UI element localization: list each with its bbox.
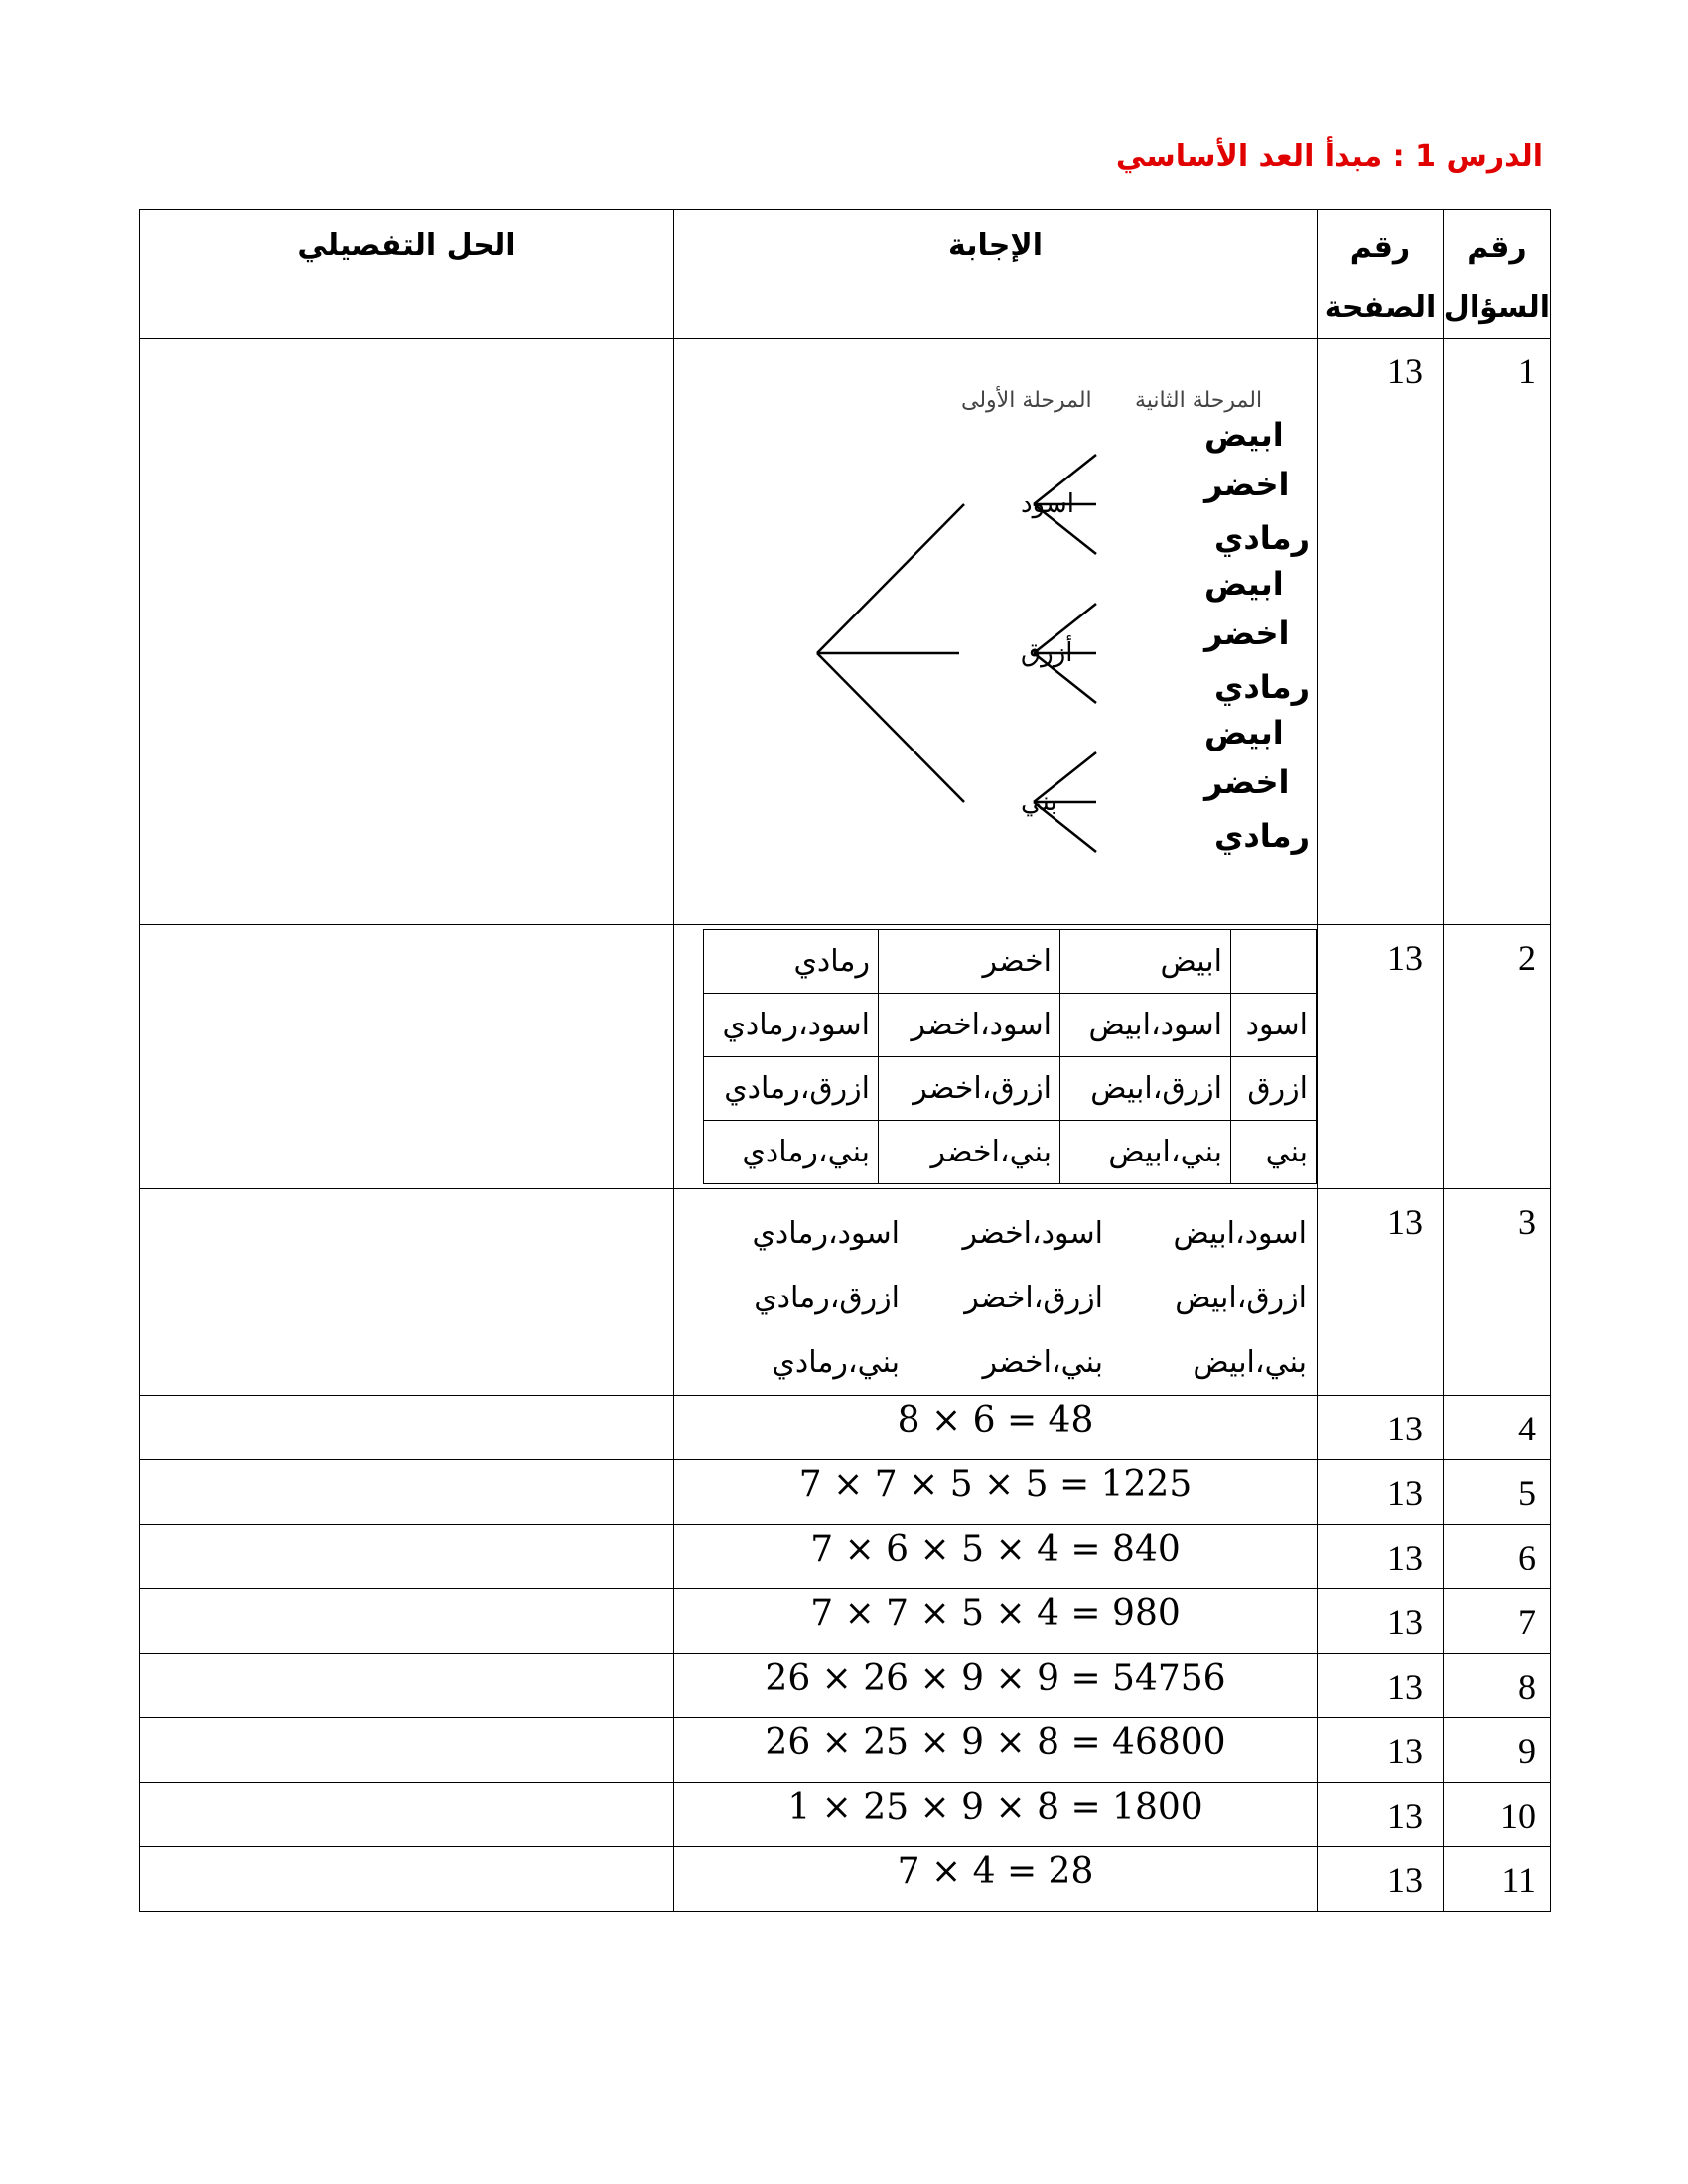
solution-cell (140, 339, 674, 925)
question-number: 9 (1444, 1718, 1551, 1783)
table-row (140, 1654, 1551, 1718)
combination-row (704, 1057, 1317, 1121)
question-number: 7 (1444, 1589, 1551, 1654)
tree-node-stage2: ابيض (1204, 416, 1284, 454)
tree-node-stage1: بني (1021, 787, 1057, 817)
combination-cell: اسود،اخضر (879, 994, 1060, 1057)
answer-cell (674, 1189, 1318, 1396)
lesson-title: الدرس 1 : مبدأ العد الأساسي (1115, 139, 1543, 174)
outcomes-list (674, 1189, 1317, 1395)
page-number: 13 (1318, 925, 1444, 1189)
combination-cell (1231, 930, 1317, 994)
outcome-item: بني،رمادي (772, 1345, 900, 1380)
combination-cell: ازرق،رمادي (704, 1057, 879, 1121)
header-row (140, 210, 1551, 339)
table-row (140, 1718, 1551, 1783)
tree-diagram-svg (673, 339, 1317, 924)
outcome-item: اسود،اخضر (962, 1216, 1103, 1251)
table-row (140, 339, 1551, 925)
solution-cell (140, 1525, 674, 1589)
header-detailed-solution: الحل التفصيلي (140, 210, 674, 339)
answer-equation: 8 × 6 = 48 (674, 1396, 1318, 1460)
answers-table (139, 209, 1551, 1912)
solution-cell (140, 925, 674, 1189)
answer-equation: 1 × 25 × 9 × 8 = 1800 (674, 1783, 1318, 1847)
table-row (140, 1847, 1551, 1912)
combination-header-row (704, 930, 1317, 994)
combination-cell: اسود (1231, 994, 1317, 1057)
page-number: 13 (1318, 1396, 1444, 1460)
answer-equation: 26 × 25 × 9 × 8 = 46800 (674, 1718, 1318, 1783)
stage2-label: المرحلة الثانية (1135, 388, 1263, 413)
table-row (140, 925, 1551, 1189)
combination-cell: ابيض (1060, 930, 1231, 994)
tree-node-stage2: ابيض (1204, 714, 1284, 751)
outcome-item: اسود،رمادي (752, 1216, 900, 1251)
answer-equation: 7 × 4 = 28 (674, 1847, 1318, 1912)
solution-cell (140, 1718, 674, 1783)
question-number: 8 (1444, 1654, 1551, 1718)
page-number: 13 (1318, 1460, 1444, 1525)
solution-cell (140, 1189, 674, 1396)
answer-equation: 7 × 7 × 5 × 4 = 980 (674, 1589, 1318, 1654)
combination-cell: اخضر (879, 930, 1060, 994)
question-number: 2 (1444, 925, 1551, 1189)
outcome-item: ازرق،ابيض (1175, 1281, 1307, 1315)
answer-equation: 7 × 7 × 5 × 5 = 1225 (674, 1460, 1318, 1525)
stage1-label: المرحلة الأولى (961, 388, 1092, 413)
page-number: 13 (1318, 1654, 1444, 1718)
question-number: 3 (1444, 1189, 1551, 1396)
table-row (140, 1460, 1551, 1525)
question-number: 6 (1444, 1525, 1551, 1589)
question-number: 5 (1444, 1460, 1551, 1525)
combination-row (704, 994, 1317, 1057)
question-number: 10 (1444, 1783, 1551, 1847)
solution-cell (140, 1847, 674, 1912)
branch-brown (817, 653, 964, 802)
solution-cell (140, 1589, 674, 1654)
combination-row (704, 1121, 1317, 1184)
tree-node-stage2: اخضر (1204, 763, 1290, 801)
combination-cell: بني،اخضر (879, 1121, 1060, 1184)
combination-cell: اسود،ابيض (1060, 994, 1231, 1057)
outcome-item: ازرق،اخضر (964, 1281, 1103, 1315)
page-number: 13 (1318, 1525, 1444, 1589)
tree-node-stage2: اخضر (1204, 614, 1290, 652)
combination-table (703, 929, 1317, 1184)
outcomes-line (674, 1330, 1307, 1395)
table-row (140, 1589, 1551, 1654)
answer-equation: 7 × 6 × 5 × 4 = 840 (674, 1525, 1318, 1589)
combination-cell: ازرق،اخضر (879, 1057, 1060, 1121)
combination-cell: ازرق،ابيض (1060, 1057, 1231, 1121)
combination-cell: اسود،رمادي (704, 994, 879, 1057)
tree-node-stage1: اسود (1021, 489, 1075, 519)
table-row (140, 1189, 1551, 1396)
page-number: 13 (1318, 1718, 1444, 1783)
branch-black (817, 504, 964, 653)
tree-node-stage2: رمادي (1214, 519, 1310, 557)
solution-cell (140, 1783, 674, 1847)
solution-cell (140, 1396, 674, 1460)
tree-node-stage2: رمادي (1214, 817, 1310, 855)
page-number: 13 (1318, 1589, 1444, 1654)
header-answer: الإجابة (674, 210, 1318, 339)
answer-cell (674, 925, 1318, 1189)
header-question-number: رقم السؤال (1444, 210, 1551, 339)
tree-node-stage2: اخضر (1204, 466, 1290, 503)
question-number: 11 (1444, 1847, 1551, 1912)
page-number: 13 (1318, 1847, 1444, 1912)
outcome-item: ازرق،رمادي (754, 1281, 900, 1315)
combination-cell: ازرق (1231, 1057, 1317, 1121)
combination-cell: بني (1231, 1121, 1317, 1184)
combination-cell: بني،ابيض (1060, 1121, 1231, 1184)
answer-cell (674, 339, 1318, 925)
table-row (140, 1783, 1551, 1847)
outcome-item: اسود،ابيض (1173, 1216, 1307, 1251)
question-number: 1 (1444, 339, 1551, 925)
tree-node-stage1: أزرق (1021, 638, 1073, 668)
solution-cell (140, 1654, 674, 1718)
combination-cell: رمادي (704, 930, 879, 994)
question-number: 4 (1444, 1396, 1551, 1460)
outcome-item: بني،ابيض (1193, 1345, 1307, 1380)
tree-diagram (673, 339, 1317, 924)
table-row (140, 1396, 1551, 1460)
page-number: 13 (1318, 1189, 1444, 1396)
page-number: 13 (1318, 339, 1444, 925)
page-number: 13 (1318, 1783, 1444, 1847)
answer-equation: 26 × 26 × 9 × 9 = 54756 (674, 1654, 1318, 1718)
outcomes-line (674, 1201, 1307, 1266)
tree-node-stage2: رمادي (1214, 668, 1310, 706)
tree-node-stage2: ابيض (1204, 565, 1284, 603)
table-row (140, 1525, 1551, 1589)
outcome-item: بني،اخضر (982, 1345, 1103, 1380)
combination-cell: بني،رمادي (704, 1121, 879, 1184)
solution-cell (140, 1460, 674, 1525)
header-page-number: رقم الصفحة (1318, 210, 1444, 339)
outcomes-line (674, 1266, 1307, 1330)
